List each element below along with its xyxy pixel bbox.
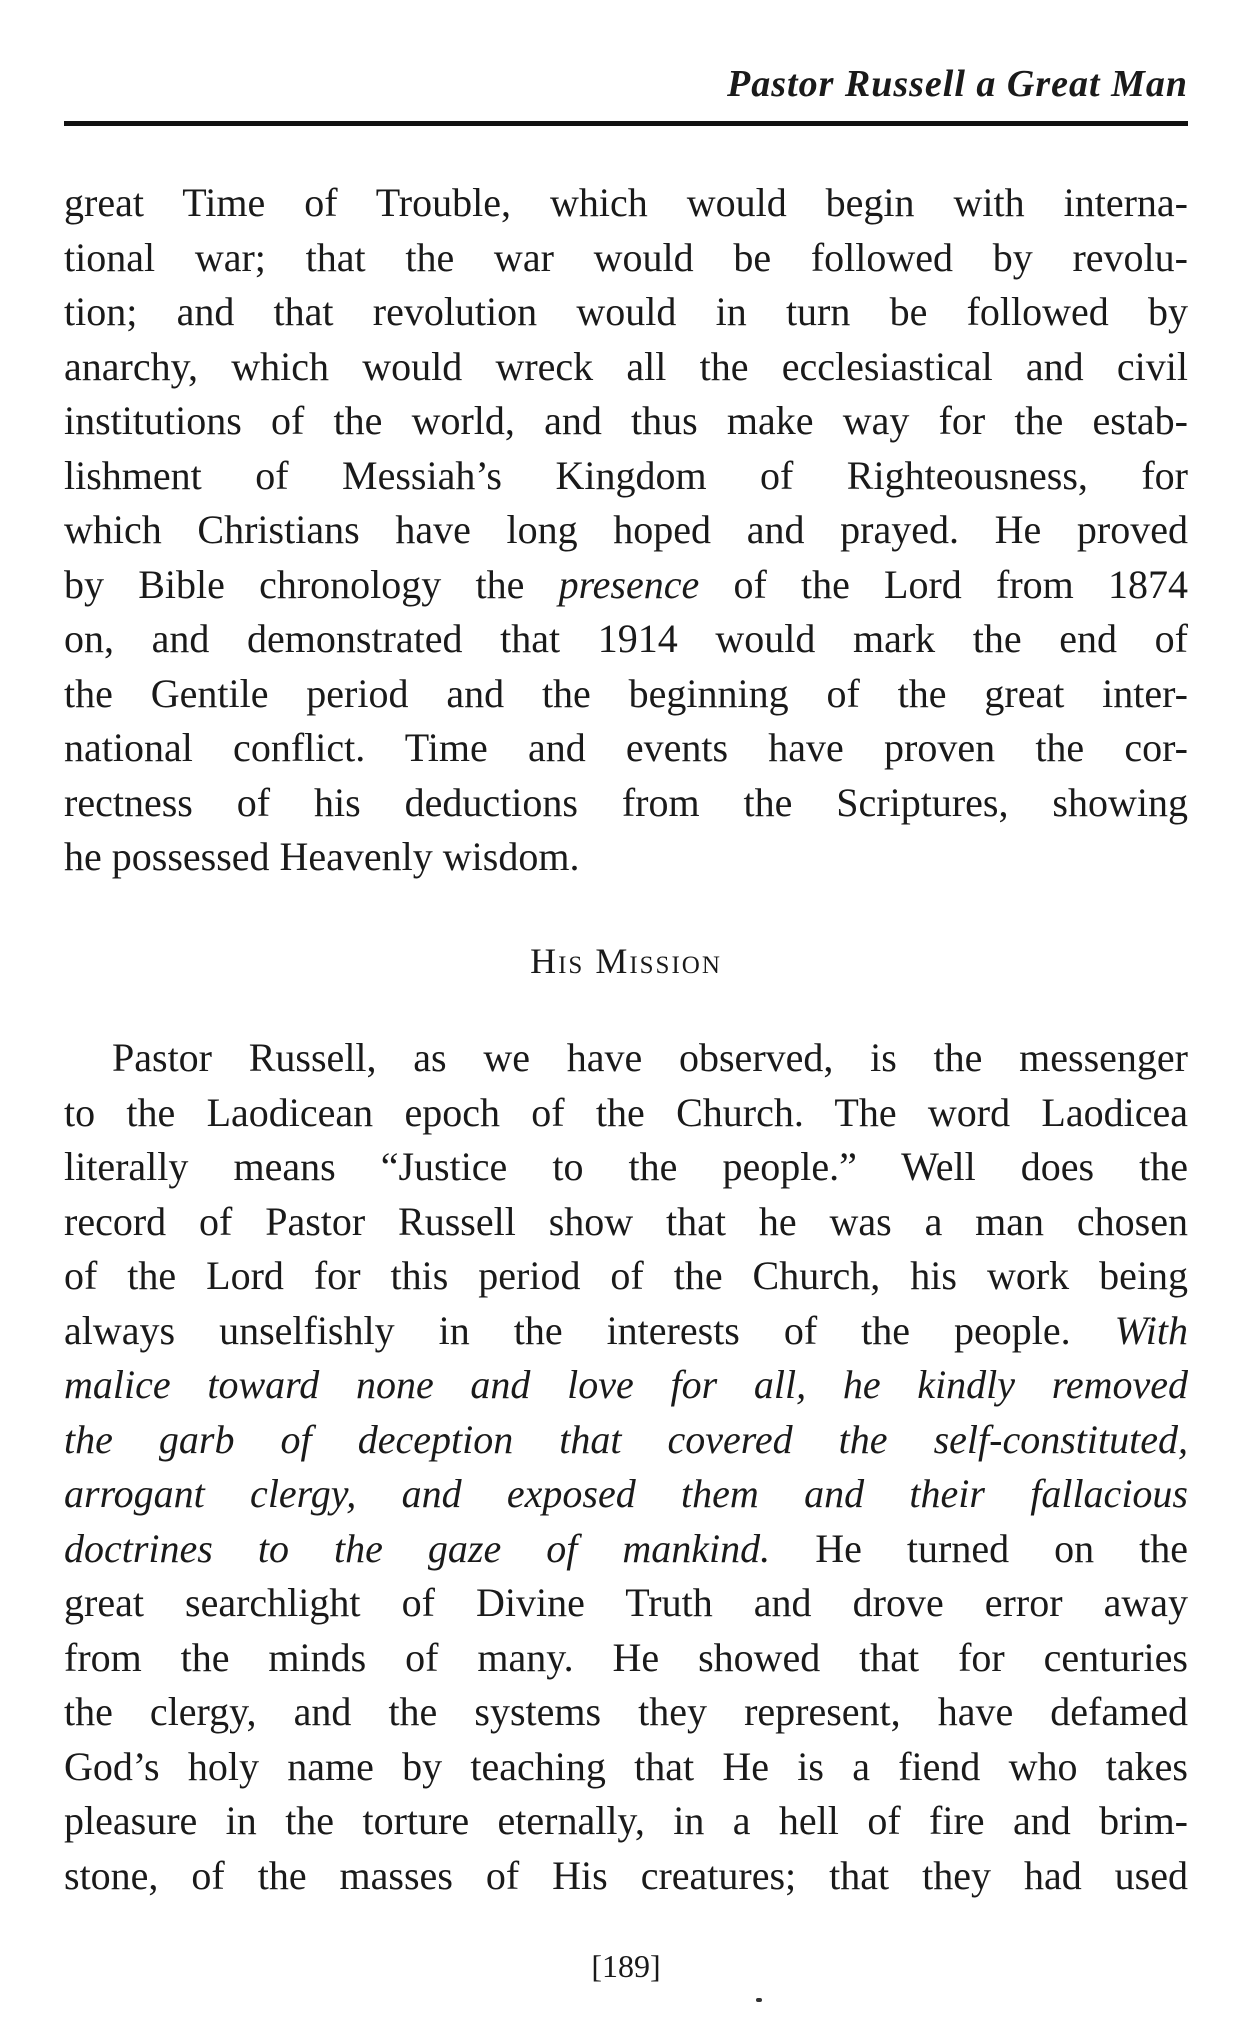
text-line [64,1522,1188,1577]
running-head: Pastor Russell a Great Man [727,63,1188,105]
text-line: tion; and that revolution would in turn be followed by [64,289,1188,334]
text-line: of the Lord for this period of the Church, his work being [64,1253,1188,1298]
text-line: the clergy, and the systems they represent, have defamed [64,1689,1188,1734]
text-line [64,1413,1188,1468]
italic-run: With [1114,1307,1188,1353]
text-line: he possessed Heavenly wisdom. [64,834,580,879]
text-line: from the minds of many. He showed that for centuries [64,1634,1188,1680]
text-line: tional war; that the war would be followed by revolu- [64,234,1188,280]
section-heading: His Mission [530,941,722,981]
italic-run: presence [558,561,700,607]
text-line: Pastor Russell, as we have observed, is the messenger [112,1035,1188,1080]
text-line: lishment of Messiah’s Kingdom of Righteousness, for [64,452,1188,498]
text-line: stone, of the masses of His creatures; that they had used [64,1852,1188,1898]
text-line: pleasure in the torture eternally, in a hell of fire and brim- [64,1798,1188,1843]
text-line: record of Pastor Russell show that he was a man chosen [64,1198,1188,1244]
text-run: of the Lord from 1874 [699,561,1188,607]
text-run: always unselfishly in the interests of the people. [64,1307,1115,1353]
text-line: the Gentile period and the beginning of the great inter- [64,670,1188,716]
paragraph-1 [64,176,1188,885]
text-line: which Christians have long hoped and prayed. He proved [64,507,1188,552]
italic-run: arrogant clergy, and exposed them and their fallacious [64,1471,1188,1516]
italic-run: doctrines to the gaze of mankind. [64,1525,771,1571]
text-line: national conflict. Time and events have proven the cor- [64,725,1188,770]
page-number: [189] [591,1948,661,1984]
text-line: God’s holy name by teaching that He is a fiend who takes [64,1743,1188,1789]
italic-run: malice toward none and love for all, he kindly removed [64,1362,1188,1407]
paragraph-2 [64,1031,1188,1903]
scan-speck [756,1998,762,2002]
text-line: anarchy, which would wreck all the ecclesiastical and civil [64,343,1188,389]
header-rule [64,121,1188,126]
text-line: on, and demonstrated that 1914 would mark the end of [64,616,1188,661]
text-line: great searchlight of Divine Truth and drove error away [64,1580,1188,1625]
text-line: rectness of his deductions from the Scriptures, showing [64,779,1188,825]
text-line [64,1467,1188,1522]
text-line [64,1304,1188,1359]
text-run: He turned on the [770,1525,1188,1571]
italic-run: the garb of deception that covered the self-constituted, [64,1416,1188,1462]
text-line [64,558,1188,613]
text-line [64,1358,1188,1413]
text-line: to the Laodicean epoch of the Church. The word Laodicea [64,1089,1188,1135]
text-line: institutions of the world, and thus make way for the estab- [64,398,1188,443]
text-line: great Time of Trouble, which would begin with interna- [64,180,1188,225]
text-run: by Bible chronology the [64,561,559,607]
text-line: literally means “Justice to the people.” Well does the [64,1144,1188,1189]
